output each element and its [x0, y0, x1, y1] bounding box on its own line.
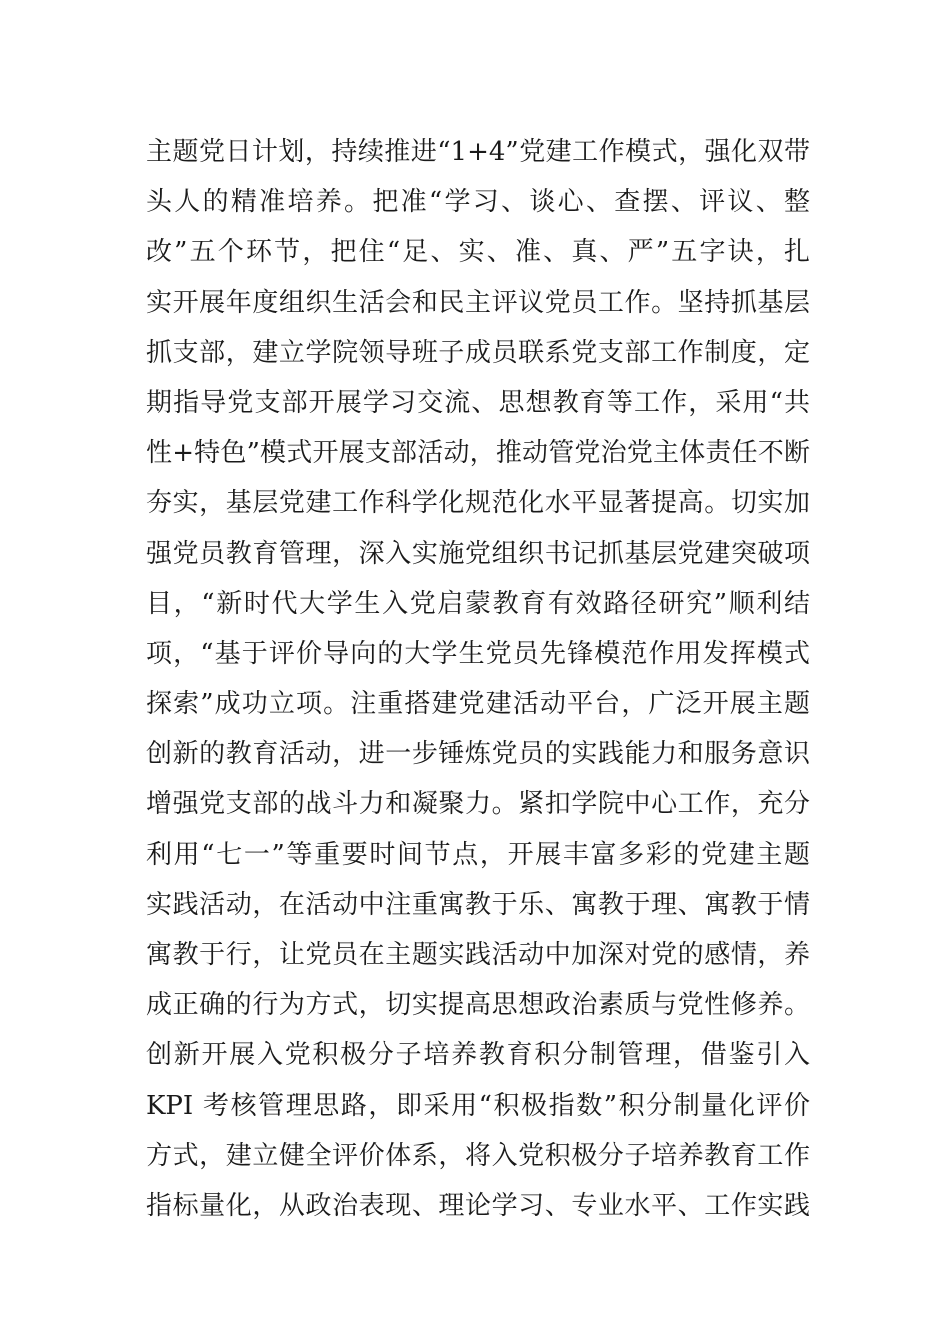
text-line: 增强党支部的战斗力和凝聚力。紧扣学院中心工作，充分	[146, 789, 810, 820]
text-line: 项，“基于评价导向的大学生党员先锋模范作用发挥模式	[146, 638, 810, 669]
text-line: 实践活动，在活动中注重寓教于乐、寓教于理、寓教于情	[146, 889, 810, 920]
text-line: 创新的教育活动，进一步锤炼党员的实践能力和服务意识	[146, 739, 810, 770]
text-line: 目，“新时代大学生入党启蒙教育有效路径研究”顺利结	[146, 588, 810, 619]
text-line: 实开展年度组织生活会和民主评议党员工作。坚持抓基层	[146, 287, 810, 318]
text-line: 方式，建立健全评价体系，将入党积极分子培养教育工作	[146, 1140, 810, 1171]
text-line: 探索”成功立项。注重搭建党建活动平台，广泛开展主题	[146, 689, 810, 720]
text-line: 利用“七一”等重要时间节点，开展丰富多彩的党建主题	[146, 839, 810, 870]
text-line: 改”五个环节，把住“足、实、准、真、严”五字诀，扎	[146, 237, 810, 268]
text-line: 寓教于行，让党员在主题实践活动中加深对党的感情，养	[146, 940, 810, 970]
text-line: 指标量化，从政治表现、理论学习、专业水平、工作实践	[146, 1190, 810, 1221]
text-line: 成正确的行为方式，切实提高思想政治素质与党性修养。	[146, 990, 810, 1021]
text-line: 头人的精准培养。把准“学习、谈心、查摆、评议、整	[146, 187, 810, 218]
body-paragraph	[146, 127, 810, 1231]
text-line: 期指导党支部开展学习交流、思想教育等工作，采用“共	[146, 387, 810, 418]
text-line: 强党员教育管理，深入实施党组织书记抓基层党建突破项	[146, 538, 810, 569]
text-line: 夯实，基层党建工作科学化规范化水平显著提高。切实加	[146, 488, 810, 519]
text-line: 创新开展入党积极分子培养教育积分制管理，借鉴引入	[146, 1040, 810, 1071]
text-line: KPI 考核管理思路，即采用“积极指数”积分制量化评价	[146, 1090, 810, 1121]
text-line: 主题党日计划，持续推进“1+4”党建工作模式，强化双带	[146, 137, 810, 167]
text-line: 性+特色”模式开展支部活动，推动管党治党主体责任不断	[146, 438, 810, 469]
text-line: 抓支部，建立学院领导班子成员联系党支部工作制度，定	[146, 337, 810, 368]
